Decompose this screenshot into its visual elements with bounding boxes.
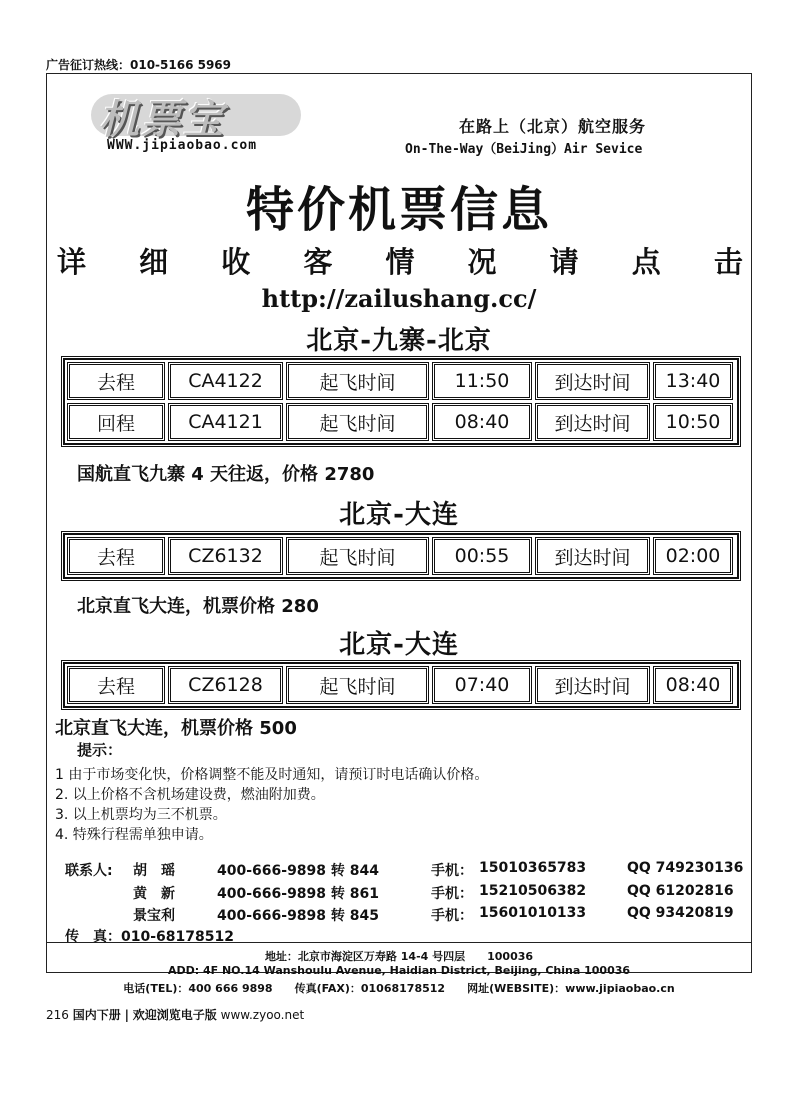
tip-item: 3. 以上机票均为三不机票。: [55, 807, 227, 823]
direction-cell: 去程: [67, 537, 165, 575]
subtitle: [57, 240, 743, 281]
jipiaobao-logo: 机票宝: [99, 97, 225, 143]
contact-mobile-label: 手机：: [431, 908, 473, 924]
footer-section: 国内下册: [72, 1008, 121, 1022]
flight-number-cell: CZ6128: [168, 666, 283, 704]
contact-mobile-label: 手机：: [431, 886, 473, 902]
price-note-dalian-2: 北京直飞大连，机票价格 500: [55, 718, 297, 739]
departure-label-cell: 起飞时间: [286, 537, 429, 575]
route-title-dalian-2: 北京-大连: [339, 630, 459, 660]
company-name-en: On-The-Way（BeiJing）Air Sevice: [405, 142, 643, 157]
logo-website[interactable]: WWW.jipiaobao.com: [107, 138, 258, 153]
contact-qq: QQ 61202816: [627, 883, 734, 899]
table-row: [67, 666, 735, 704]
footer-separator: |: [124, 1008, 129, 1022]
departure-time-cell: 00:55: [432, 537, 532, 575]
page-number: 216: [46, 1008, 69, 1022]
contact-qq: QQ 749230136: [627, 860, 744, 876]
flyer-frame: [46, 73, 752, 995]
subtitle-char: 细: [139, 245, 169, 279]
booking-link[interactable]: http://zailushang.cc/: [261, 284, 537, 313]
table-row: [67, 537, 735, 575]
contact-phone: 400-666-9898 转 844: [217, 863, 380, 879]
contact-mobile: 15601010133: [479, 905, 587, 921]
subtitle-char: 情: [385, 245, 415, 279]
contact-mobile-label: 手机：: [431, 863, 473, 879]
route-title-jiuzhai: 北京-九寨-北京: [306, 326, 492, 356]
flight-number-cell: CZ6132: [168, 537, 283, 575]
arrival-time-cell: 13:40: [653, 362, 733, 400]
direction-cell: 回程: [67, 403, 165, 441]
departure-label-cell: 起飞时间: [286, 666, 429, 704]
footer-welcome: 欢迎浏览电子版: [132, 1008, 217, 1022]
subtitle-char: 请: [549, 245, 579, 279]
flight-number-cell: CA4121: [168, 403, 283, 441]
contact-label: 联系人:: [65, 863, 113, 879]
route-title-dalian-1: 北京-大连: [339, 500, 459, 530]
subtitle-char: 收: [221, 245, 251, 279]
subtitle-char: 击: [713, 245, 743, 279]
arrival-label-cell: 到达时间: [535, 403, 650, 441]
subtitle-char: 详: [57, 245, 87, 279]
departure-label-cell: 起飞时间: [286, 403, 429, 441]
subtitle-char: 客: [303, 245, 333, 279]
address-cn: 地址：北京市海淀区万寿路 14-4 号四层 100036: [264, 950, 534, 963]
contact-mobile: 15210506382: [479, 883, 587, 899]
subtitle-char: 点: [631, 245, 661, 279]
direction-cell: 去程: [67, 666, 165, 704]
company-name-cn: 在路上（北京）航空服务: [459, 117, 647, 136]
departure-time-cell: 11:50: [432, 362, 532, 400]
tip-item: 2. 以上价格不含机场建设费，燃油附加费。: [55, 787, 325, 803]
direction-cell: 去程: [67, 362, 165, 400]
flight-table-dalian-1: [61, 531, 741, 581]
flight-number-cell: CA4122: [168, 362, 283, 400]
departure-time-cell: 08:40: [432, 403, 532, 441]
table-row: [67, 362, 735, 400]
address-en: ADD: 4F NO.14 Wanshoulu Avenue, Haidian District, Beijing, China 100036: [167, 964, 631, 977]
departure-label-cell: 起飞时间: [286, 362, 429, 400]
arrival-label-cell: 到达时间: [535, 362, 650, 400]
arrival-label-cell: 到达时间: [535, 666, 650, 704]
page-title: 特价机票信息: [245, 182, 552, 238]
table-row: [67, 403, 735, 441]
tips-heading: 提示：: [77, 741, 123, 759]
contact-name: 景宝利: [133, 908, 175, 924]
flight-table-jiuzhai: [61, 356, 741, 447]
arrival-label-cell: 到达时间: [535, 537, 650, 575]
ad-hotline: 广告征订热线：010-5166 5969: [46, 58, 232, 72]
arrival-time-cell: 02:00: [653, 537, 733, 575]
flight-table-dalian-2: [61, 660, 741, 710]
footer-site-link[interactable]: www.zyoo.net: [220, 1008, 305, 1022]
contact-phone: 400-666-9898 转 861: [217, 886, 380, 902]
fax-line: 传 真：010-68178512: [65, 929, 234, 945]
arrival-time-cell: 08:40: [653, 666, 733, 704]
arrival-time-cell: 10:50: [653, 403, 733, 441]
contact-qq: QQ 93420819: [627, 905, 734, 921]
price-note-dalian-1: 北京直飞大连，机票价格 280: [77, 596, 319, 617]
address-divider: [47, 942, 751, 943]
contact-phone: 400-666-9898 转 845: [217, 908, 380, 924]
tip-item: 4. 特殊行程需单独申请。: [55, 827, 213, 843]
departure-time-cell: 07:40: [432, 666, 532, 704]
contact-mobile: 15010365783: [479, 860, 587, 876]
tip-item: 1 由于市场变化快，价格调整不能及时通知，请预订时电话确认价格。: [55, 767, 489, 783]
price-note-jiuzhai: 国航直飞九寨 4 天往返，价格 2780: [77, 464, 375, 485]
subtitle-char: 况: [467, 245, 497, 279]
contact-name: 黄 新: [133, 886, 175, 902]
page-footer: [46, 1006, 304, 1023]
address-contact-line: 电话(TEL)：400 666 9898 传真(FAX)：01068178512 网址(WEBSITE)：www.jipiaobao.cn: [123, 982, 675, 995]
contact-name: 胡 瑶: [133, 863, 175, 879]
